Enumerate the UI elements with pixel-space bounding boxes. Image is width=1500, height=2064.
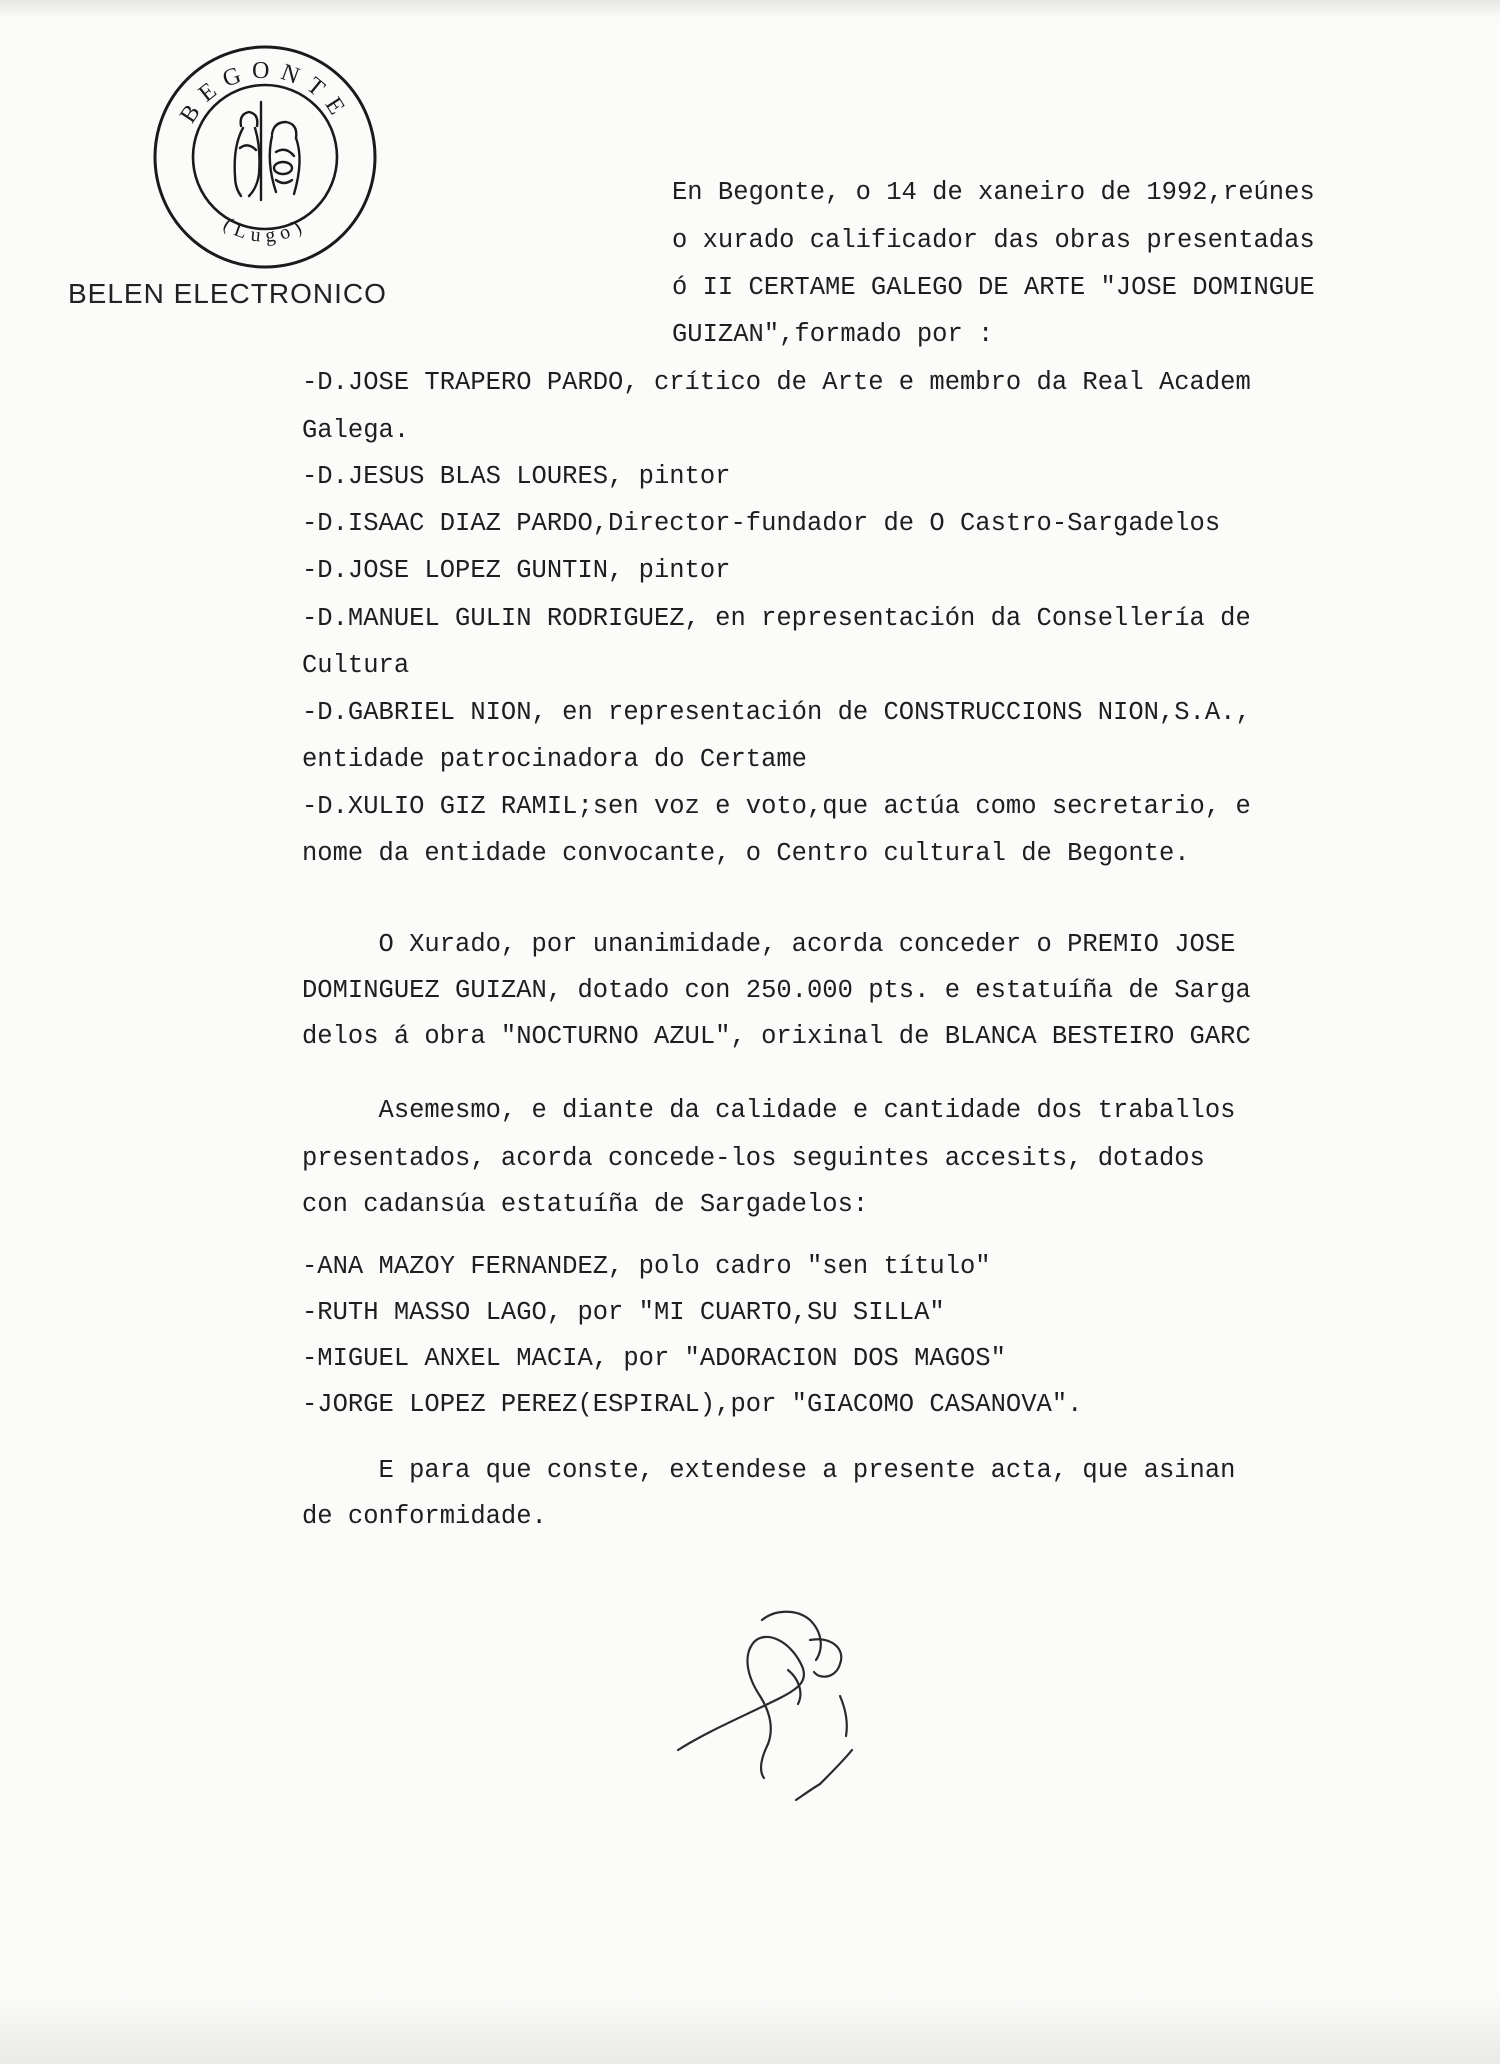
member-line: -D.JESUS BLAS LOURES, pintor bbox=[302, 462, 731, 491]
award-line: O Xurado, por unanimidade, acorda conceder o PREMIO JOSE bbox=[302, 930, 1236, 959]
scan-edge-top bbox=[0, 0, 1500, 18]
member-line: -D.JOSE TRAPERO PARDO, crítico de Arte e membro da Real Academ bbox=[302, 368, 1251, 397]
scan-edge-bottom bbox=[0, 1994, 1500, 2064]
member-line: Cultura bbox=[302, 651, 410, 680]
member-line: -D.GABRIEL NION, en representación de CONSTRUCCIONS NION,S.A., bbox=[302, 698, 1251, 727]
member-line: nome da entidade convocante, o Centro cultural de Begonte. bbox=[302, 839, 1190, 868]
accesits-paragraph bbox=[302, 1096, 1236, 1219]
member-line: -D.MANUEL GULIN RODRIGUEZ, en representación da Consellería de bbox=[302, 604, 1251, 633]
accesit-item: -ANA MAZOY FERNANDEZ, polo cadro "sen título" bbox=[302, 1252, 991, 1281]
accesit-item: -JORGE LOPEZ PEREZ(ESPIRAL),por "GIACOMO CASANOVA". bbox=[302, 1390, 1083, 1419]
accesit-item: -RUTH MASSO LAGO, por "MI CUARTO,SU SILLA" bbox=[302, 1298, 945, 1327]
intro-line: o xurado calificador das obras presentadas bbox=[672, 226, 1315, 255]
accesits-line: Asemesmo, e diante da calidade e cantidade dos traballos bbox=[302, 1096, 1236, 1125]
award-line: delos á obra "NOCTURNO AZUL", orixinal de BLANCA BESTEIRO GARC bbox=[302, 1022, 1251, 1051]
brand-caption: BELEN ELECTRONICO bbox=[68, 278, 387, 309]
intro-paragraph bbox=[672, 178, 1315, 349]
accesits-line: presentados, acorda concede-los seguintes accesits, dotados bbox=[302, 1144, 1205, 1173]
member-line: Galega. bbox=[302, 416, 410, 445]
member-line: -D.ISAAC DIAZ PARDO,Director-fundador de O Castro-Sargadelos bbox=[302, 509, 1221, 538]
closing-line: de conformidade. bbox=[302, 1502, 547, 1531]
member-line: -D.JOSE LOPEZ GUNTIN, pintor bbox=[302, 556, 731, 585]
jury-members-list bbox=[302, 368, 1251, 868]
member-line: -D.XULIO GIZ RAMIL;sen voz e voto,que actúa como secretario, e bbox=[302, 792, 1251, 821]
accesits-list bbox=[302, 1252, 1083, 1419]
begonte-seal bbox=[148, 40, 382, 274]
intro-line: ó II CERTAME GALEGO DE ARTE "JOSE DOMINGUE bbox=[672, 273, 1315, 302]
award-line: DOMINGUEZ GUIZAN, dotado con 250.000 pts. e estatuíña de Sarga bbox=[302, 976, 1251, 1005]
member-line: entidade patrocinadora do Certame bbox=[302, 745, 807, 774]
seal-bottom-text: (Lugo) bbox=[219, 213, 311, 248]
signature bbox=[670, 1600, 890, 1850]
intro-line: En Begonte, o 14 de xaneiro de 1992,reúnes bbox=[672, 178, 1315, 207]
nativity-emblem-icon bbox=[235, 102, 300, 200]
award-paragraph bbox=[302, 930, 1251, 1051]
closing-line: E para que conste, extendese a presente acta, que asinan bbox=[302, 1456, 1236, 1485]
accesits-line: con cadansúa estatuíña de Sargadelos: bbox=[302, 1190, 869, 1219]
accesit-item: -MIGUEL ANXEL MACIA, por "ADORACION DOS MAGOS" bbox=[302, 1344, 1006, 1373]
seal-top-text: BEGONTE bbox=[175, 57, 355, 128]
closing-paragraph bbox=[302, 1456, 1236, 1543]
intro-line: GUIZAN",formado por : bbox=[672, 320, 994, 349]
